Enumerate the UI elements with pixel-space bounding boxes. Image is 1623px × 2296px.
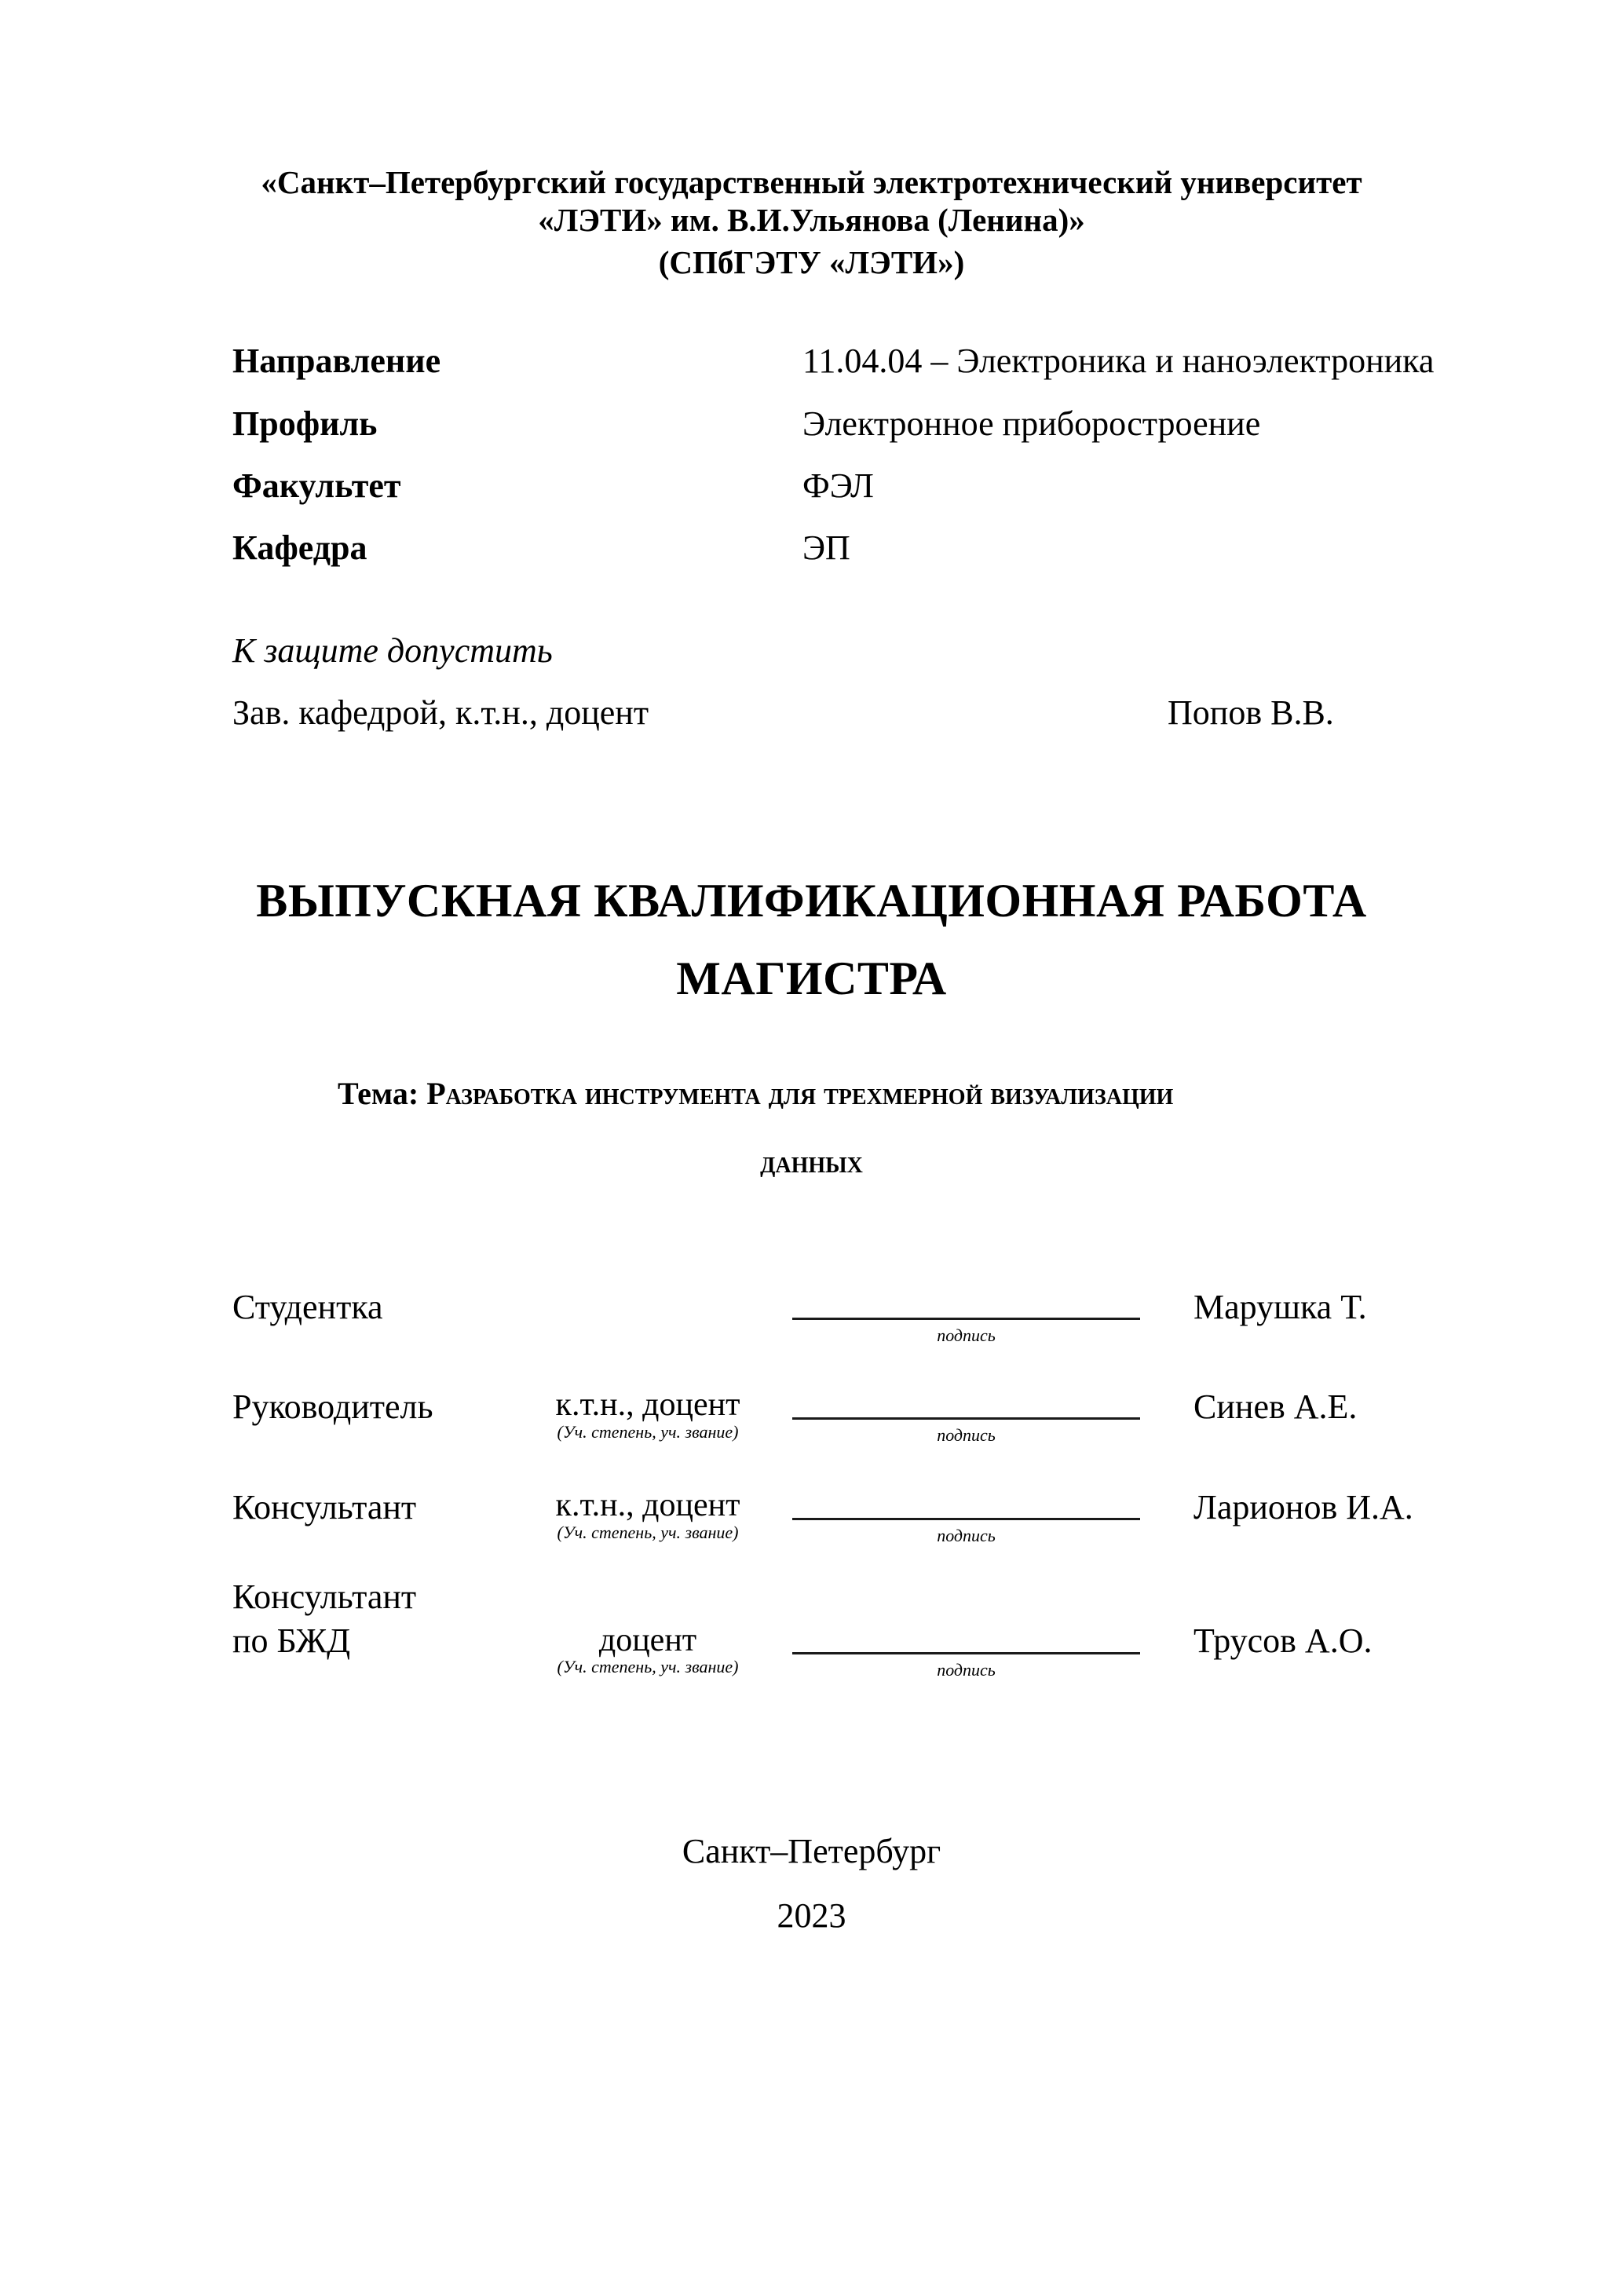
document-title-line1: ВЫПУСКНАЯ КВАЛИФИКАЦИОННАЯ РАБОТА bbox=[256, 875, 1367, 927]
footer-city: Санкт–Петербург bbox=[682, 1832, 941, 1870]
signature-degree-supervisor: к.т.н., доцент bbox=[555, 1387, 740, 1423]
signature-name-safety-consultant: Трусов А.О. bbox=[1193, 1621, 1373, 1660]
degree-hint: (Уч. степень, уч. звание) bbox=[557, 1422, 739, 1442]
signature-hint: подпись bbox=[937, 1425, 996, 1445]
footer-year: 2023 bbox=[777, 1896, 846, 1935]
theme-line1 bbox=[338, 1078, 1173, 1110]
university-name-line2: «ЛЭТИ» им. В.И.Ульянова (Ленина)» bbox=[538, 202, 1085, 238]
info-value-profile: Электронное приборостроение bbox=[802, 404, 1261, 443]
signature-role-safety-consultant-line1: Консультант bbox=[232, 1578, 417, 1616]
signature-name-consultant: Ларионов И.А. bbox=[1193, 1488, 1413, 1526]
signature-hint: подпись bbox=[937, 1660, 996, 1680]
signature-role-consultant: Консультант bbox=[232, 1488, 417, 1526]
info-label-faculty: Факультет bbox=[232, 466, 401, 505]
signature-line-supervisor bbox=[792, 1417, 1140, 1420]
signature-name-supervisor: Синев А.Е. bbox=[1193, 1387, 1358, 1426]
document-title-line2: МАГИСТРА bbox=[676, 952, 947, 1004]
approval-name: Попов В.В. bbox=[1168, 693, 1334, 732]
theme-prefix: Тема: bbox=[338, 1076, 419, 1111]
signature-hint: подпись bbox=[937, 1325, 996, 1345]
info-label-direction: Направление bbox=[232, 342, 441, 380]
degree-hint: (Уч. степень, уч. звание) bbox=[557, 1657, 739, 1676]
university-abbreviation: (СПбГЭТУ «ЛЭТИ») bbox=[658, 244, 965, 280]
signature-line-student bbox=[792, 1318, 1140, 1320]
approval-heading: К защите допустить bbox=[232, 631, 553, 670]
signature-degree-safety-consultant: доцент bbox=[598, 1622, 697, 1658]
info-value-direction: 11.04.04 – Электроника и наноэлектроника bbox=[802, 342, 1435, 380]
signature-role-safety-consultant-line2: по БЖД bbox=[232, 1621, 351, 1660]
info-label-department: Кафедра bbox=[232, 528, 367, 567]
university-name-line1: «Санкт–Петербургский государственный электротехнический университет bbox=[261, 164, 1362, 200]
theme-text: Разработка инструмента для трехмерной визуализации bbox=[426, 1076, 1174, 1111]
theme-text-continued: данных bbox=[760, 1144, 863, 1179]
info-value-department: ЭП bbox=[802, 528, 850, 567]
degree-hint: (Уч. степень, уч. звание) bbox=[557, 1523, 739, 1542]
signature-line-safety-consultant bbox=[792, 1652, 1140, 1654]
signature-role-student: Студентка bbox=[232, 1288, 383, 1326]
approval-position: Зав. кафедрой, к.т.н., доцент bbox=[232, 693, 649, 732]
theme-line2 bbox=[0, 1146, 1623, 1178]
signature-line-consultant bbox=[792, 1518, 1140, 1520]
info-label-profile: Профиль bbox=[232, 404, 378, 443]
signature-degree-consultant: к.т.н., доцент bbox=[555, 1487, 740, 1523]
signature-name-student: Марушка Т. bbox=[1193, 1288, 1367, 1326]
signature-role-supervisor: Руководитель bbox=[232, 1387, 433, 1426]
signature-hint: подпись bbox=[937, 1526, 996, 1545]
info-value-faculty: ФЭЛ bbox=[802, 466, 874, 505]
